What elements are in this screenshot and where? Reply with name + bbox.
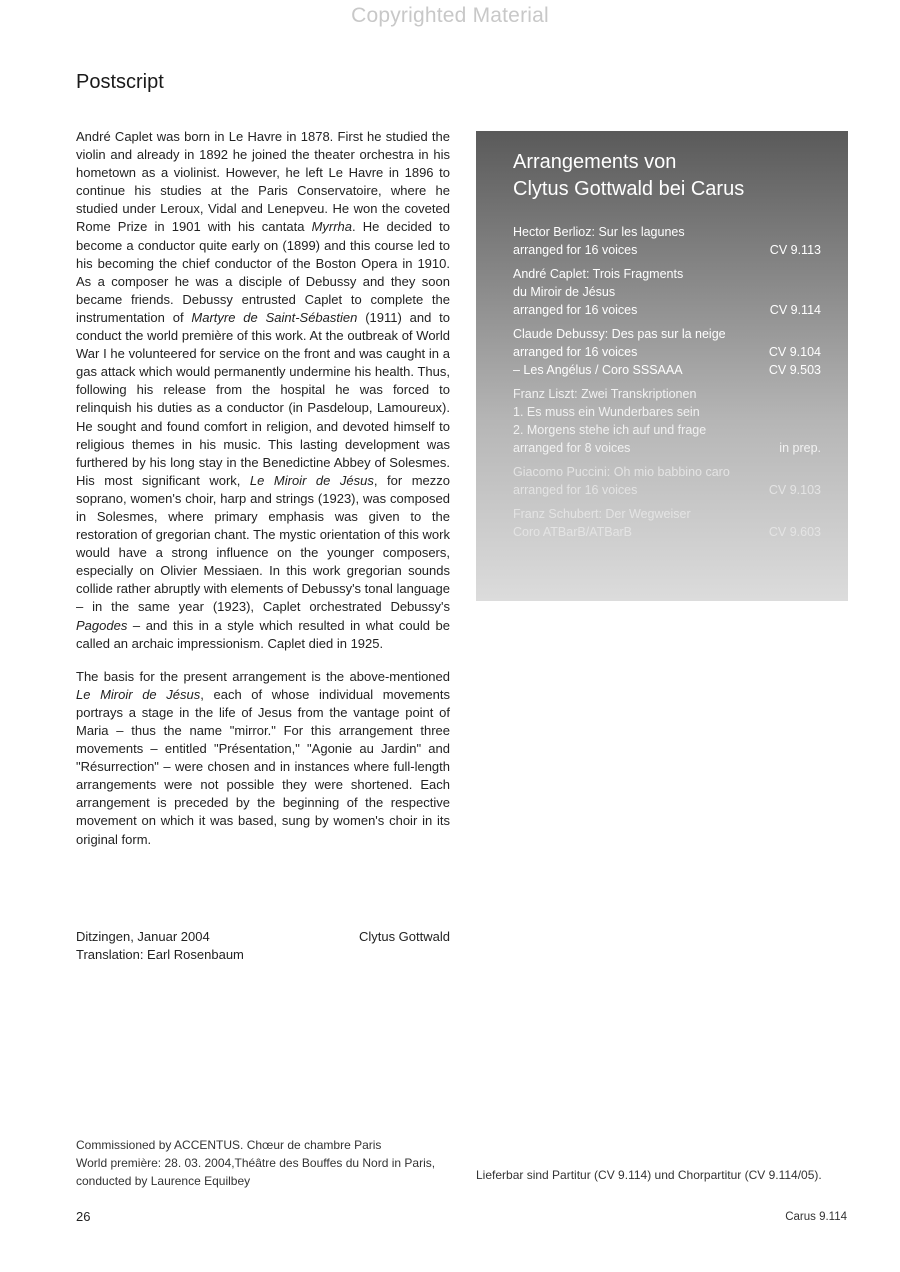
- arrangement-entry: [513, 463, 821, 499]
- arrangement-list: [513, 223, 821, 547]
- arrangement-title: arranged for 16 voices: [513, 345, 638, 359]
- arrangement-entry: [513, 223, 821, 259]
- paragraph-1: André Caplet was born in Le Havre in 1878. First he studied the violin and already in 1892 he joined the theater orchestra in his hometown as a violinist. However, he left Le Havre in 1896 to continue his studies at the Paris Conservatoire, where he studied under Leroux, Vidal and Lenepveu. He won the coveted Rome Prize in 1901 with his cantata Myrrha. He decided to become a conductor quite early on (1899) and this course led to his becoming the chief conductor of the Boston Opera in 1910. As a composer he was a disciple of Debussy and they soon became friends. Debussy entrusted Caplet to complete the instrumentation of Martyre de Saint-Sébastien (1911) and to conduct the world première of this work. At the outbreak of World War I he volunteered for service on the front and was caught in a gas attack which would permanently undermine his health. Thus, following his release from the hospital he was forced to relinquish his duties as a conductor (in Pasdeloup, Lamoureux). He sought and found comfort in religion, and devoted himself to religious themes in his music. This lasting development was furthered by his long stay in the Benedictine Abbey of Solesmes. His most significant work, Le Miroir de Jésus, for mezzo soprano, women's choir, harp and strings (1923), was composed in Solesmes, where primary emphasis was given to the restoration of gregorian chant. The mystic orientation of this work would have a strong influence on the younger composers, especially on Olivier Messiaen. In this work gregorian sounds collide rather abruptly with elements of Debussy's tonal language – in the same year (1923), Caplet orchestrated Debussy's Pagodes – and this in a style which resulted in what could be called an archaic impressionism. Caplet died in 1925.: [76, 129, 450, 651]
- arrangement-code: CV 9.503: [768, 363, 821, 377]
- arrangement-line: [513, 301, 821, 319]
- paragraph-2: The basis for the present arrangement is the above-mentioned Le Miroir de Jésus, each of whose individual movements portrays a stage in the life of Jesus from the vantage point of Maria – thus the name "mirror." For this arrangement three movements – entitled "Présentation," "Agonie au Jardin" and "Résurrection" – were chosen and in instances where full-length arrangements were not possible they were shortened. Each arrangement is preceded by the beginning of the respective movement on which it was based, sung by women's choir in its original form.: [76, 668, 450, 847]
- arrangement-line: [513, 325, 821, 343]
- page-heading: Postscript: [76, 71, 164, 93]
- arrangement-code: in prep.: [779, 441, 821, 455]
- arrangement-title: Franz Schubert: Der Wegweiser: [513, 507, 691, 521]
- arrangement-code: CV 9.103: [768, 483, 821, 497]
- arrangement-line: [513, 421, 821, 439]
- arrangement-title: 2. Morgens stehe ich auf und frage: [513, 423, 707, 437]
- arrangement-entry: [513, 325, 821, 379]
- arrangement-title: arranged for 8 voices: [513, 441, 631, 455]
- watermark: Copyrighted Material: [351, 4, 549, 27]
- arrangement-line: [513, 439, 821, 457]
- arrangement-line: [513, 265, 821, 283]
- arrangement-title: arranged for 16 voices: [513, 243, 638, 257]
- arrangement-line: [513, 283, 821, 301]
- arrangement-code: CV 9.603: [768, 525, 821, 539]
- arrangement-line: [513, 463, 821, 481]
- arrangement-title: Franz Liszt: Zwei Transkriptionen: [513, 387, 697, 401]
- arrangement-line: [513, 343, 821, 361]
- arrangements-sidebar: [476, 131, 848, 601]
- arrangement-entry: [513, 505, 821, 541]
- arrangement-code: CV 9.114: [769, 303, 821, 317]
- arrangement-title: Hector Berlioz: Sur les lagunes: [513, 225, 685, 239]
- availability-note: Lieferbar sind Partitur (CV 9.114) und Chorpartitur (CV 9.114/05).: [476, 1168, 822, 1182]
- arrangement-title: arranged for 16 voices: [513, 483, 638, 497]
- arrangement-line: [513, 505, 821, 523]
- author-name: Clytus Gottwald: [358, 929, 450, 944]
- arrangement-title: Claude Debussy: Des pas sur la neige: [513, 327, 726, 341]
- arrangement-title: Coro ATBarB/ATBarB: [513, 525, 633, 539]
- arrangement-title: arranged for 16 voices: [513, 303, 638, 317]
- signature-block: [76, 928, 450, 964]
- arrangement-line: [513, 241, 821, 259]
- catalog-number: Carus 9.114: [785, 1211, 847, 1223]
- arrangement-title: André Caplet: Trois Fragments: [513, 267, 684, 281]
- arrangement-line: [513, 403, 821, 421]
- arrangement-title: 1. Es muss ein Wunderbares sein: [513, 405, 700, 419]
- arrangement-line: [513, 385, 821, 403]
- arrangement-code: CV 9.113: [769, 243, 821, 257]
- arrangement-entry: [513, 385, 821, 457]
- arrangement-code: CV 9.104: [768, 345, 821, 359]
- sidebar-title: Arrangements von Clytus Gottwald bei Carus: [513, 151, 745, 200]
- arrangement-entry: [513, 265, 821, 319]
- body-text: [76, 128, 450, 864]
- translation-credit: Translation: Earl Rosenbaum: [76, 947, 244, 962]
- arrangement-line: [513, 361, 821, 379]
- arrangement-line: [513, 481, 821, 499]
- arrangement-title: du Miroir de Jésus: [513, 285, 616, 299]
- place-date: Ditzingen, Januar 2004: [76, 929, 210, 944]
- commission-note: Commissioned by ACCENTUS. Chœur de chambre Paris World première: 28. 03. 2004,Théâtre des Bouffes du Nord in Paris, conducted by Laurence Equilbey: [76, 1138, 436, 1188]
- page-number: 26: [76, 1209, 91, 1224]
- arrangement-line: [513, 523, 821, 541]
- arrangement-line: [513, 223, 821, 241]
- arrangement-title: Giacomo Puccini: Oh mio babbino caro: [513, 465, 730, 479]
- arrangement-title: – Les Angélus / Coro SSSAAA: [513, 363, 683, 377]
